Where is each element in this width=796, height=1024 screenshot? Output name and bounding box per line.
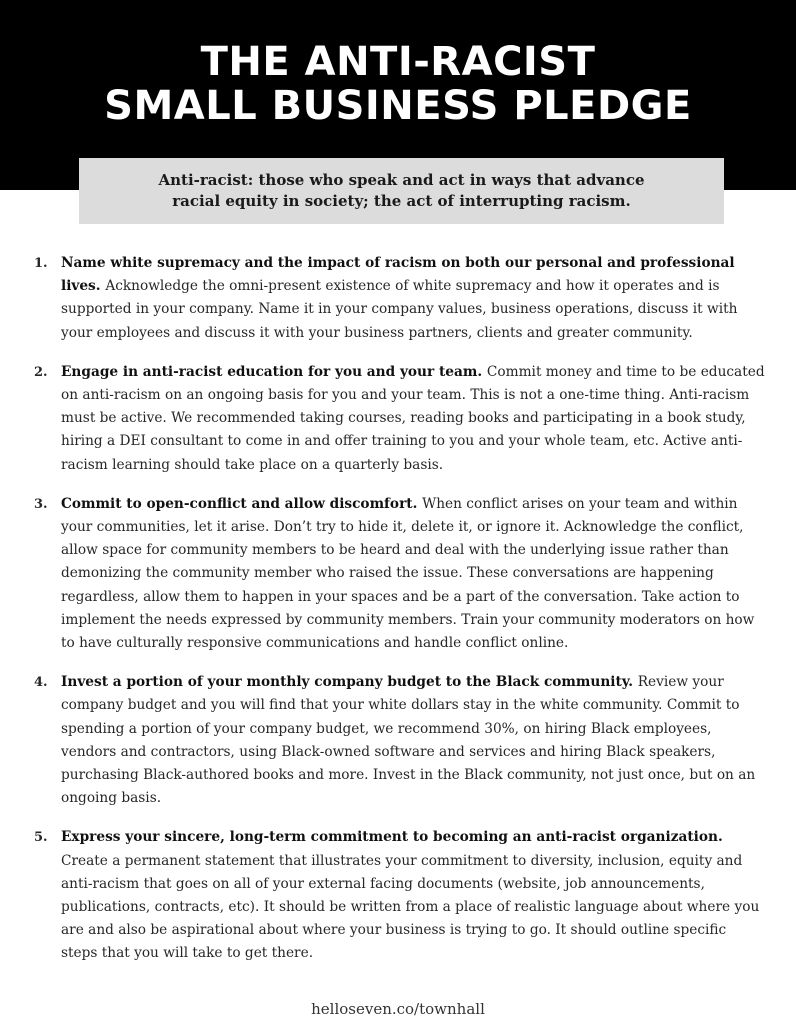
item-body: When conflict arises on your team and within your communities, let it arise. Don’t try to hide it, delete it, or ignore it. Acknowledge the conflict, allow space for community members to be heard and deal with the underlying issue rather than demonizing the community member who raised the issue. These conversations are happening regardless, allow them to happen in your spaces and be a part of the conversation. Take action to implement the needs expressed by community members. Train your community moderators on how to have culturally responsive communications and handle conflict online. [61, 495, 755, 652]
item-number: 1. [34, 256, 48, 271]
item-body: Create a permanent statement that illustrates your commitment to diversity, inclusion, equity and anti-racism that goes on all of your external facing documents (website, job announcements, publications, contracts, etc). It should be written from a place of realistic language about where you are and also be aspirational about where your business is trying to go. It should outline specific steps that you will take to get there. [61, 852, 760, 962]
title-line-2: SMALL BUSINESS PLEDGE [104, 83, 692, 129]
item-body: Commit money and time to be educated on anti-racism on an ongoing basis for you and your team. This is not a one-time thing. Anti-racism must be active. We recommended taking courses, reading books and participating in a book study, hiring a DEI consultant to come in and offer training to you and your whole team, etc. Active anti-racism learning should take place on a quarterly basis. [61, 363, 765, 473]
pledge-item-1 [30, 252, 766, 345]
item-lead: Engage in anti-racist education for you and your team. [61, 363, 487, 380]
title-line-1: THE ANTI-RACIST [200, 39, 596, 85]
definition-text: Anti-racist: those who speak and act in ways that advance racial equity in society; the act of interrupting racism. [158, 171, 645, 210]
item-lead: Name white supremacy and the impact of racism on both our personal and professional lives. [61, 255, 735, 295]
footer-url: helloseven.co/townhall [311, 1000, 485, 1018]
item-lead: Express your sincere, long-term commitment to becoming an anti-racist organization. [61, 829, 723, 846]
item-number: 4. [34, 675, 48, 691]
item-number: 3. [34, 496, 48, 512]
pledge-item-4 [30, 671, 766, 810]
item-number: 2. [34, 364, 48, 380]
definition-box [79, 158, 724, 224]
item-lead: Invest a portion of your monthly company budget to the Black community. [61, 674, 638, 691]
page-title [0, 40, 796, 128]
item-number: 5. [34, 830, 48, 846]
pledge-item-5 [30, 826, 766, 965]
pledge-item-2 [30, 361, 766, 477]
pledge-item-3 [30, 493, 766, 655]
pledge-list [30, 252, 766, 982]
item-lead: Commit to open-conflict and allow discomfort. [61, 495, 423, 512]
item-body: Acknowledge the omni-present existence of white supremacy and how it operates and is supported in your company. Name it in your company values, business operations, discuss it with your employees and discuss it with your business partners, clients and greater community. [61, 278, 738, 341]
item-body: Review your company budget and you will find that your white dollars stay in the white community. Commit to spending a portion of your company budget, we recommend 30%, on hiring Black employees, vendors and contractors, using Black-owned software and services and hiring Black speakers, purchasing Black-authored books and more. Invest in the Black community, not just once, but on an ongoing basis. [61, 674, 756, 807]
